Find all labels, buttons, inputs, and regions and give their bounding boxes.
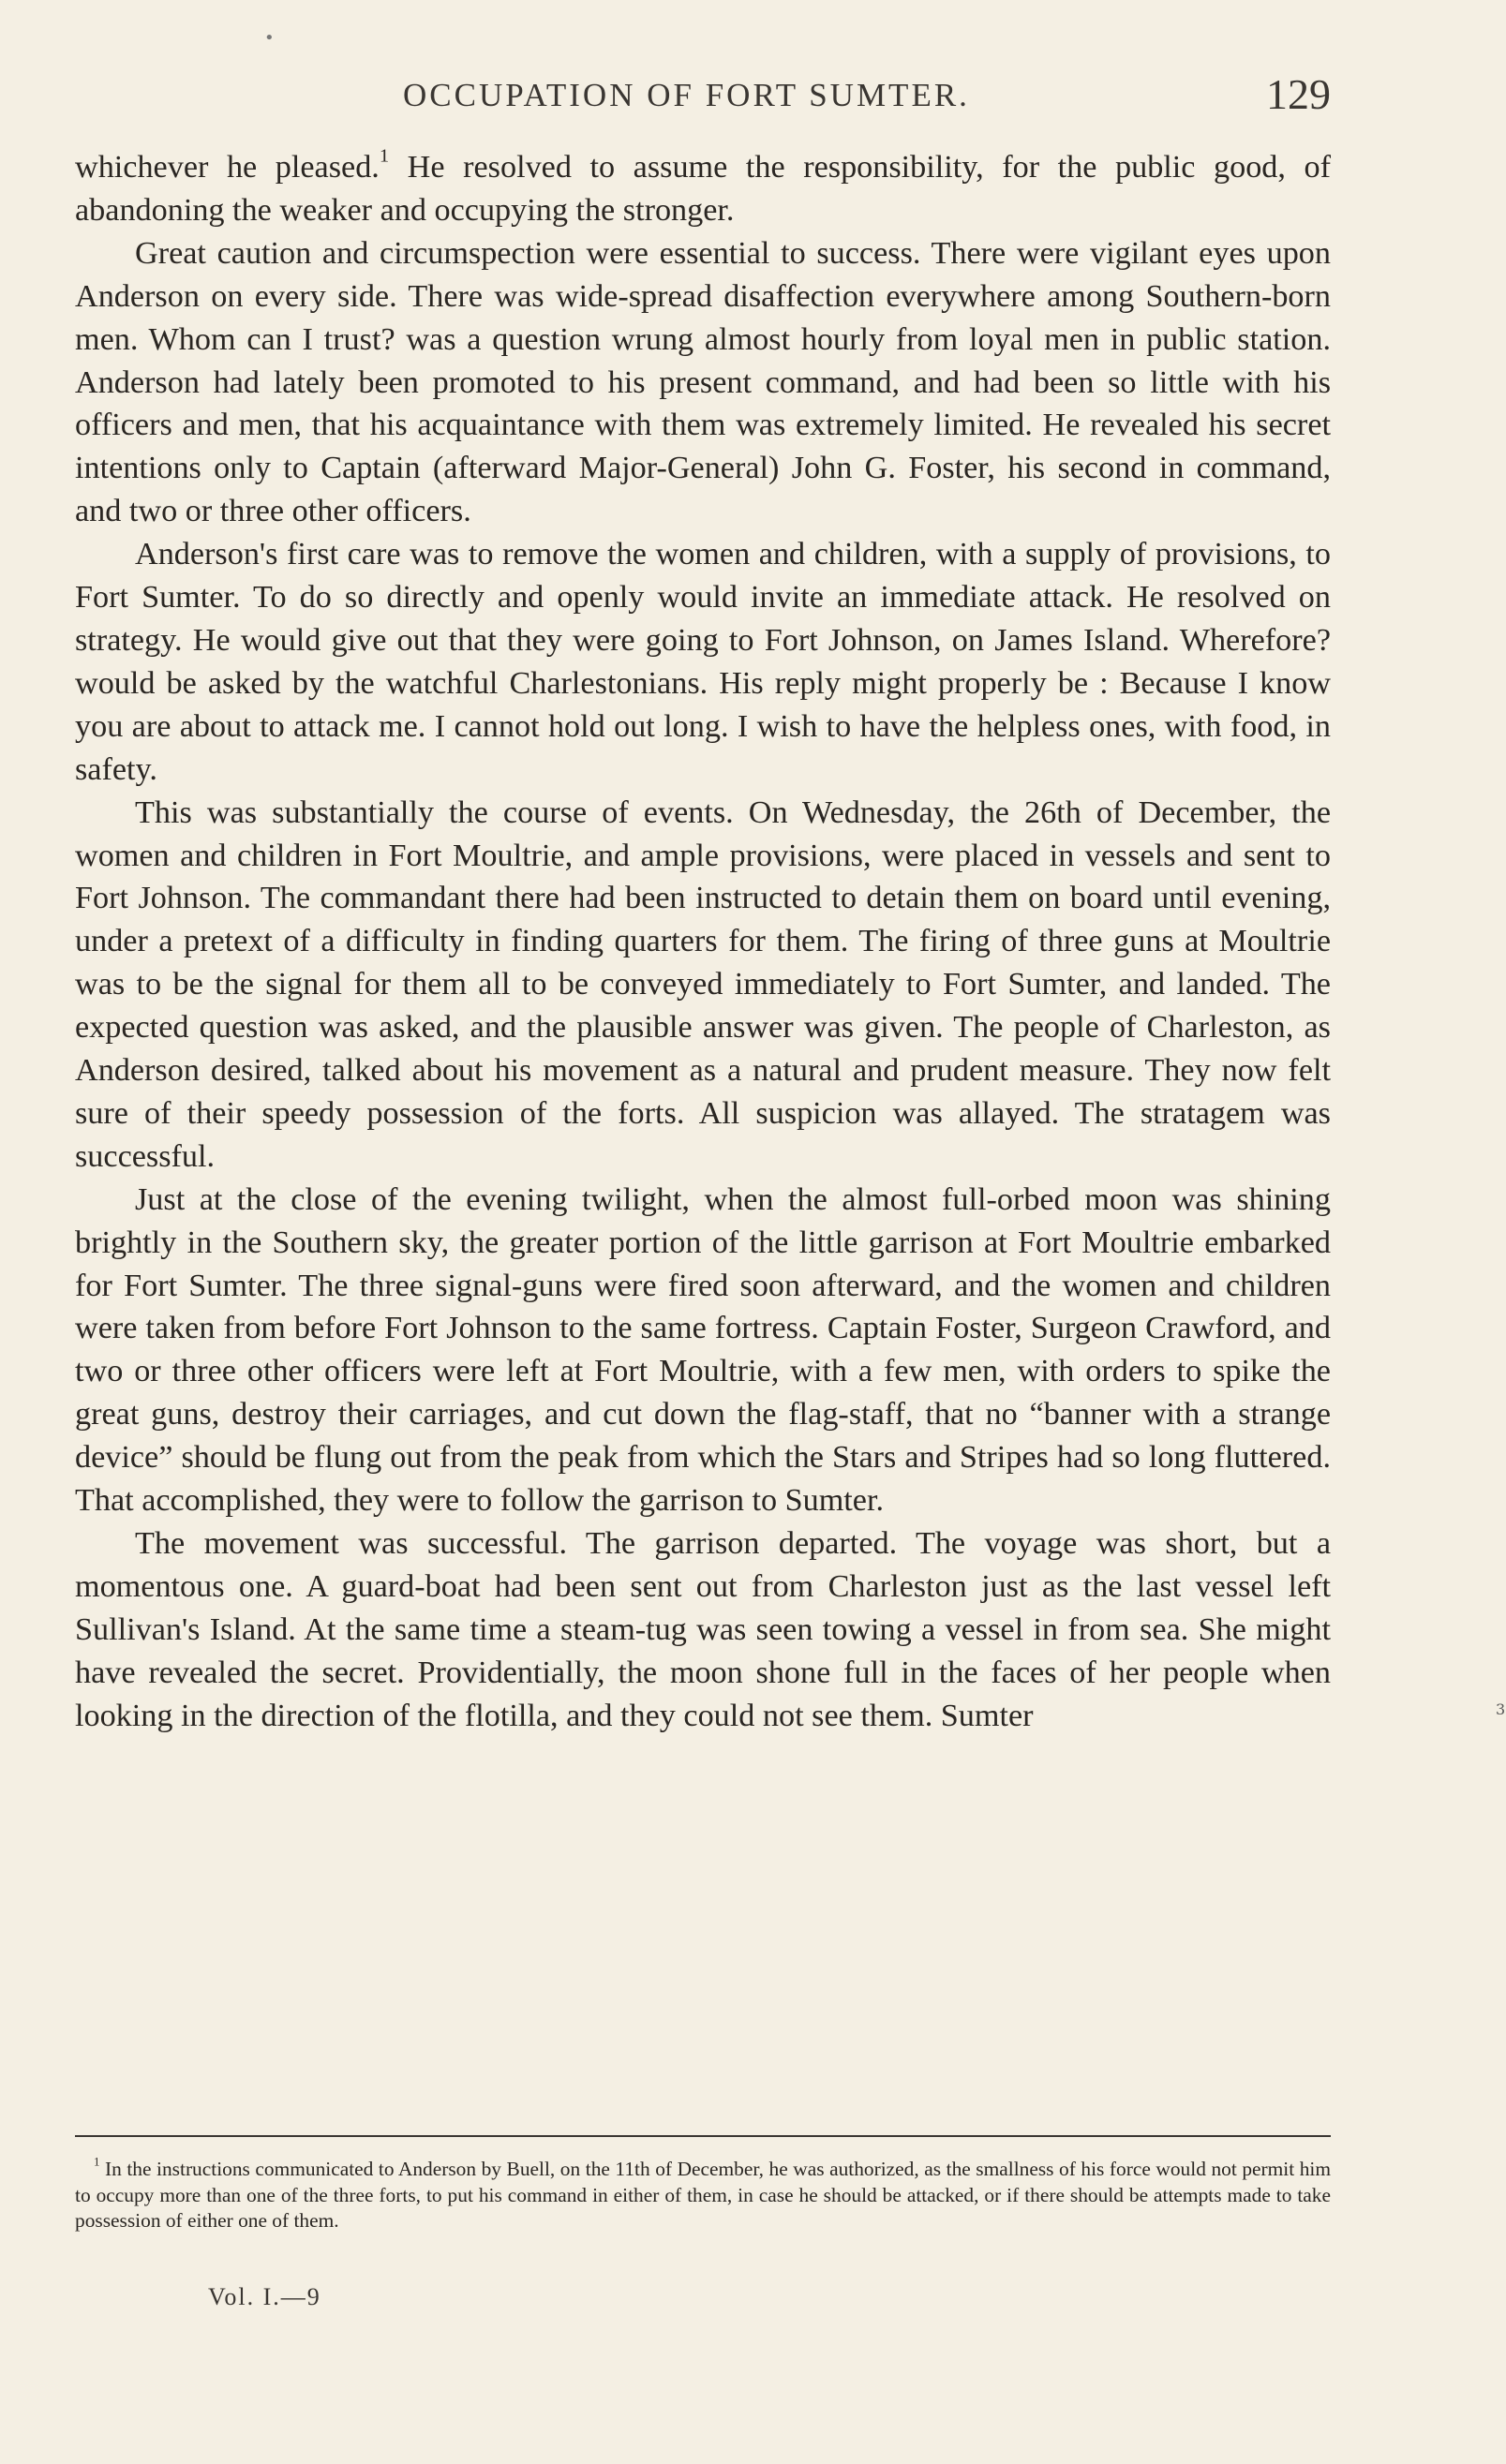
footnote — [75, 2157, 1331, 2234]
paragraph-1 — [75, 146, 1331, 232]
running-head — [75, 69, 1331, 126]
running-title: OCCUPATION OF FORT SUMTER. — [403, 77, 970, 113]
footnote-text: In the instructions communicated to Anderson by Buell, on the 11th of December, he was authorized, as the smallness of his force would not permit him to occupy more than one of the three forts, to put his command in either of them, in case he should be attacked, or if there should be attempts made to take possession of either one of them. — [75, 2158, 1331, 2232]
paragraph-4: This was substantially the course of events. On Wednesday, the 26th of December, the women and children in Fort Moultrie, and ample provisions, were placed in vessels and sent to Fort Johnson. The commandant there had been instructed to detain them on board until evening, under a pretext of a difficulty in finding quarters for them. The firing of three guns at Moultrie was to be the signal for them all to be conveyed immediately to Fort Sumter, and landed. The expected question was asked, and the plausible answer was given. The people of Charleston, as Anderson desired, talked about his movement as a natural and prudent measure. They now felt sure of their speedy possession of the forts. All suspicion was allayed. The stratagem was successful. — [75, 794, 1331, 1174]
footnote-marker: 1 — [94, 2155, 100, 2169]
footnote-rule — [75, 2135, 1331, 2137]
paragraph-1-text: whichever he pleased. — [75, 150, 380, 185]
body-text — [75, 146, 1331, 1738]
signature-mark: Vol. I.—9 — [208, 2283, 321, 2310]
margin-mark: 3 — [1496, 1700, 1506, 1718]
paragraph-3: Anderson's first care was to remove the women and children, with a supply of provisions, to Fort Sumter. To do so directly and openly would invite an immediate attack. He resolved on strategy. He would give out that they were going to Fort Johnson, on James Island. Wherefore? would be asked by the watchful Charlestonians. His reply might properly be : Because I know you are about to attack me. I cannot hold out long. I wish to have the helpless ones, with food, in safety. — [75, 537, 1331, 787]
footnote-paragraph — [75, 2157, 1331, 2234]
paragraph-6: The movement was successful. The garrison departed. The voyage was short, but a momentous one. A guard-boat had been sent out from Charleston just as the last vessel left Sullivan's Island. At the same time a steam-tug was seen towing a vessel in from sea. She might have revealed the secret. Providentially, the moon shone full in the faces of her people when looking in the direction of the flotilla, and they could not see them. Sumter — [75, 1526, 1331, 1733]
page-number: 129 — [1266, 70, 1331, 118]
print-speck: • — [264, 28, 275, 48]
paragraph-1-text-continued: He resolved to assume the responsibility, for the public good, of abandoning the weaker and occupying the stronger. — [75, 150, 1331, 228]
footnote-reference: 1 — [379, 145, 390, 167]
paragraph-5: Just at the close of the evening twilight, when the almost full-orbed moon was shining brightly in the Southern sky, the greater portion of the little garrison at Fort Moultrie embarked for Fort Sumter. The three signal-guns were fired soon afterward, and the women and children were taken from before Fort Johnson to the same fortress. Captain Foster, Surgeon Crawford, and two or three other officers were left at Fort Moultrie, with a few men, with orders to spike the great guns, destroy their carriages, and cut down the flag-staff, that no “banner with a strange device” should be flung out from the peak from which the Stars and Stripes had so long fluttered. That accomplished, they were to follow the garrison to Sumter. — [75, 1181, 1331, 1519]
paragraph-2: Great caution and circumspection were essential to success. There were vigilant eyes upon Anderson on every side. There was wide-spread disaffection everywhere among Southern-born men. Whom can I trust? was a question wrung almost hourly from loyal men in public station. Anderson had lately been promoted to his present command, and had been so little with his officers and men, that his acquaintance with them was extremely limited. He revealed his secret intentions only to Captain (afterward Major-General) John G. Foster, his second in command, and two or three other officers. — [75, 235, 1331, 529]
